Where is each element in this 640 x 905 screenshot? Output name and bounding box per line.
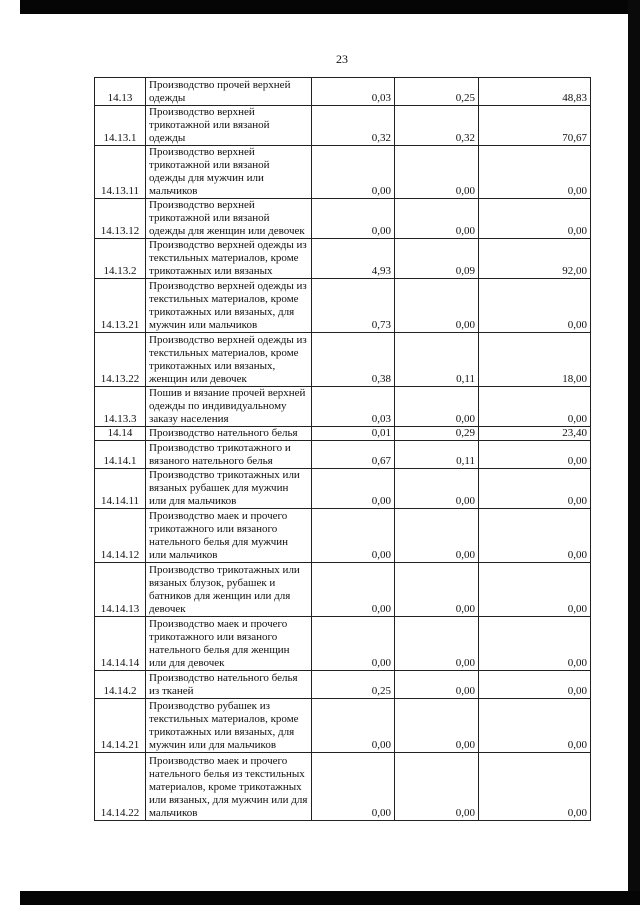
value-col-1: 0,01 (312, 427, 395, 441)
value-col-2: 0,29 (395, 427, 479, 441)
table-row (95, 199, 591, 239)
table-row (95, 699, 591, 753)
value-col-2: 0,00 (395, 199, 479, 239)
okved-code: 14.14.22 (95, 753, 146, 821)
value-col-3: 70,67 (479, 106, 591, 146)
activity-name: Производство нательного белья (146, 427, 312, 441)
okved-code: 14.14.12 (95, 509, 146, 563)
value-col-3: 0,00 (479, 509, 591, 563)
value-col-3: 0,00 (479, 753, 591, 821)
scan-border-right (628, 0, 640, 905)
value-col-2: 0,00 (395, 279, 479, 333)
value-col-3: 0,00 (479, 617, 591, 671)
okved-code: 14.14.21 (95, 699, 146, 753)
activity-name: Производство маек и прочего трикотажного или вязаного нательного белья для женщин или для девочек (146, 617, 312, 671)
value-col-3: 0,00 (479, 279, 591, 333)
value-col-2: 0,00 (395, 699, 479, 753)
activity-name: Производство верхней одежды из текстильных материалов, кроме трикотажных или вязаных (146, 239, 312, 279)
okved-code: 14.13.22 (95, 333, 146, 387)
value-col-3: 0,00 (479, 699, 591, 753)
value-col-3: 92,00 (479, 239, 591, 279)
value-col-1: 0,03 (312, 78, 395, 106)
table-row (95, 509, 591, 563)
table-row (95, 387, 591, 427)
table-row (95, 753, 591, 821)
activity-name: Производство верхней одежды из текстильных материалов, кроме трикотажных или вязаных, для мужчин или мальчиков (146, 279, 312, 333)
value-col-2: 0,32 (395, 106, 479, 146)
okved-code: 14.14.11 (95, 469, 146, 509)
okved-code: 14.13.21 (95, 279, 146, 333)
okved-code: 14.14 (95, 427, 146, 441)
data-table (94, 77, 591, 821)
activity-name: Производство трикотажного и вязаного нательного белья (146, 441, 312, 469)
table-row (95, 469, 591, 509)
value-col-3: 23,40 (479, 427, 591, 441)
value-col-2: 0,00 (395, 509, 479, 563)
value-col-2: 0,00 (395, 387, 479, 427)
value-col-3: 0,00 (479, 469, 591, 509)
value-col-1: 0,03 (312, 387, 395, 427)
table-row (95, 106, 591, 146)
activity-name: Производство трикотажных или вязаных рубашек для мужчин или для мальчиков (146, 469, 312, 509)
value-col-1: 0,00 (312, 617, 395, 671)
value-col-2: 0,09 (395, 239, 479, 279)
value-col-1: 0,00 (312, 469, 395, 509)
activity-name: Пошив и вязание прочей верхней одежды по индивидуальному заказу населения (146, 387, 312, 427)
activity-name: Производство прочей верхней одежды (146, 78, 312, 106)
table-row (95, 146, 591, 199)
okved-code: 14.13.12 (95, 199, 146, 239)
scan-border-bottom (20, 891, 640, 905)
value-col-1: 0,00 (312, 563, 395, 617)
value-col-1: 0,67 (312, 441, 395, 469)
table-row (95, 427, 591, 441)
value-col-2: 0,11 (395, 333, 479, 387)
value-col-1: 0,25 (312, 671, 395, 699)
okved-code: 14.13 (95, 78, 146, 106)
activity-name: Производство верхней одежды из текстильных материалов, кроме трикотажных или вязаных, женщин или девочек (146, 333, 312, 387)
value-col-2: 0,00 (395, 671, 479, 699)
value-col-3: 48,83 (479, 78, 591, 106)
okved-code: 14.13.1 (95, 106, 146, 146)
table-row (95, 239, 591, 279)
value-col-1: 0,73 (312, 279, 395, 333)
activity-name: Производство нательного белья из тканей (146, 671, 312, 699)
value-col-1: 0,00 (312, 509, 395, 563)
activity-name: Производство верхней трикотажной или вязаной одежды для женщин или девочек (146, 199, 312, 239)
activity-name: Производство маек и прочего трикотажного или вязаного нательного белья для мужчин или мальчиков (146, 509, 312, 563)
okved-code: 14.14.14 (95, 617, 146, 671)
value-col-3: 0,00 (479, 441, 591, 469)
table-row (95, 563, 591, 617)
okved-code: 14.14.2 (95, 671, 146, 699)
value-col-3: 0,00 (479, 563, 591, 617)
scan-border-top (20, 0, 640, 14)
okved-code: 14.13.3 (95, 387, 146, 427)
okved-code: 14.14.13 (95, 563, 146, 617)
value-col-2: 0,25 (395, 78, 479, 106)
value-col-2: 0,00 (395, 617, 479, 671)
value-col-2: 0,00 (395, 753, 479, 821)
value-col-2: 0,00 (395, 563, 479, 617)
value-col-3: 18,00 (479, 333, 591, 387)
activity-name: Производство маек и прочего нательного белья из текстильных материалов, кроме трикотажных или вязаных, для мужчин или для мальчиков (146, 753, 312, 821)
activity-name: Производство трикотажных или вязаных блузок, рубашек и батников для женщин или для девочек (146, 563, 312, 617)
table-row (95, 671, 591, 699)
table-row (95, 441, 591, 469)
okved-code: 14.14.1 (95, 441, 146, 469)
value-col-2: 0,00 (395, 146, 479, 199)
value-col-2: 0,00 (395, 469, 479, 509)
table-row (95, 617, 591, 671)
okved-code: 14.13.2 (95, 239, 146, 279)
okved-code: 14.13.11 (95, 146, 146, 199)
page-number: 23 (336, 52, 348, 66)
value-col-1: 0,38 (312, 333, 395, 387)
table-row (95, 279, 591, 333)
value-col-2: 0,11 (395, 441, 479, 469)
value-col-1: 0,32 (312, 106, 395, 146)
value-col-3: 0,00 (479, 146, 591, 199)
value-col-1: 0,00 (312, 146, 395, 199)
activity-name: Производство верхней трикотажной или вязаной одежды для мужчин или мальчиков (146, 146, 312, 199)
activity-name: Производство верхней трикотажной или вязаной одежды (146, 106, 312, 146)
value-col-1: 0,00 (312, 199, 395, 239)
value-col-1: 4,93 (312, 239, 395, 279)
table-row (95, 333, 591, 387)
value-col-3: 0,00 (479, 671, 591, 699)
table-row (95, 78, 591, 106)
activity-name: Производство рубашек из текстильных материалов, кроме трикотажных или вязаных, для мужчин или для мальчиков (146, 699, 312, 753)
value-col-1: 0,00 (312, 699, 395, 753)
value-col-1: 0,00 (312, 753, 395, 821)
value-col-3: 0,00 (479, 199, 591, 239)
value-col-3: 0,00 (479, 387, 591, 427)
